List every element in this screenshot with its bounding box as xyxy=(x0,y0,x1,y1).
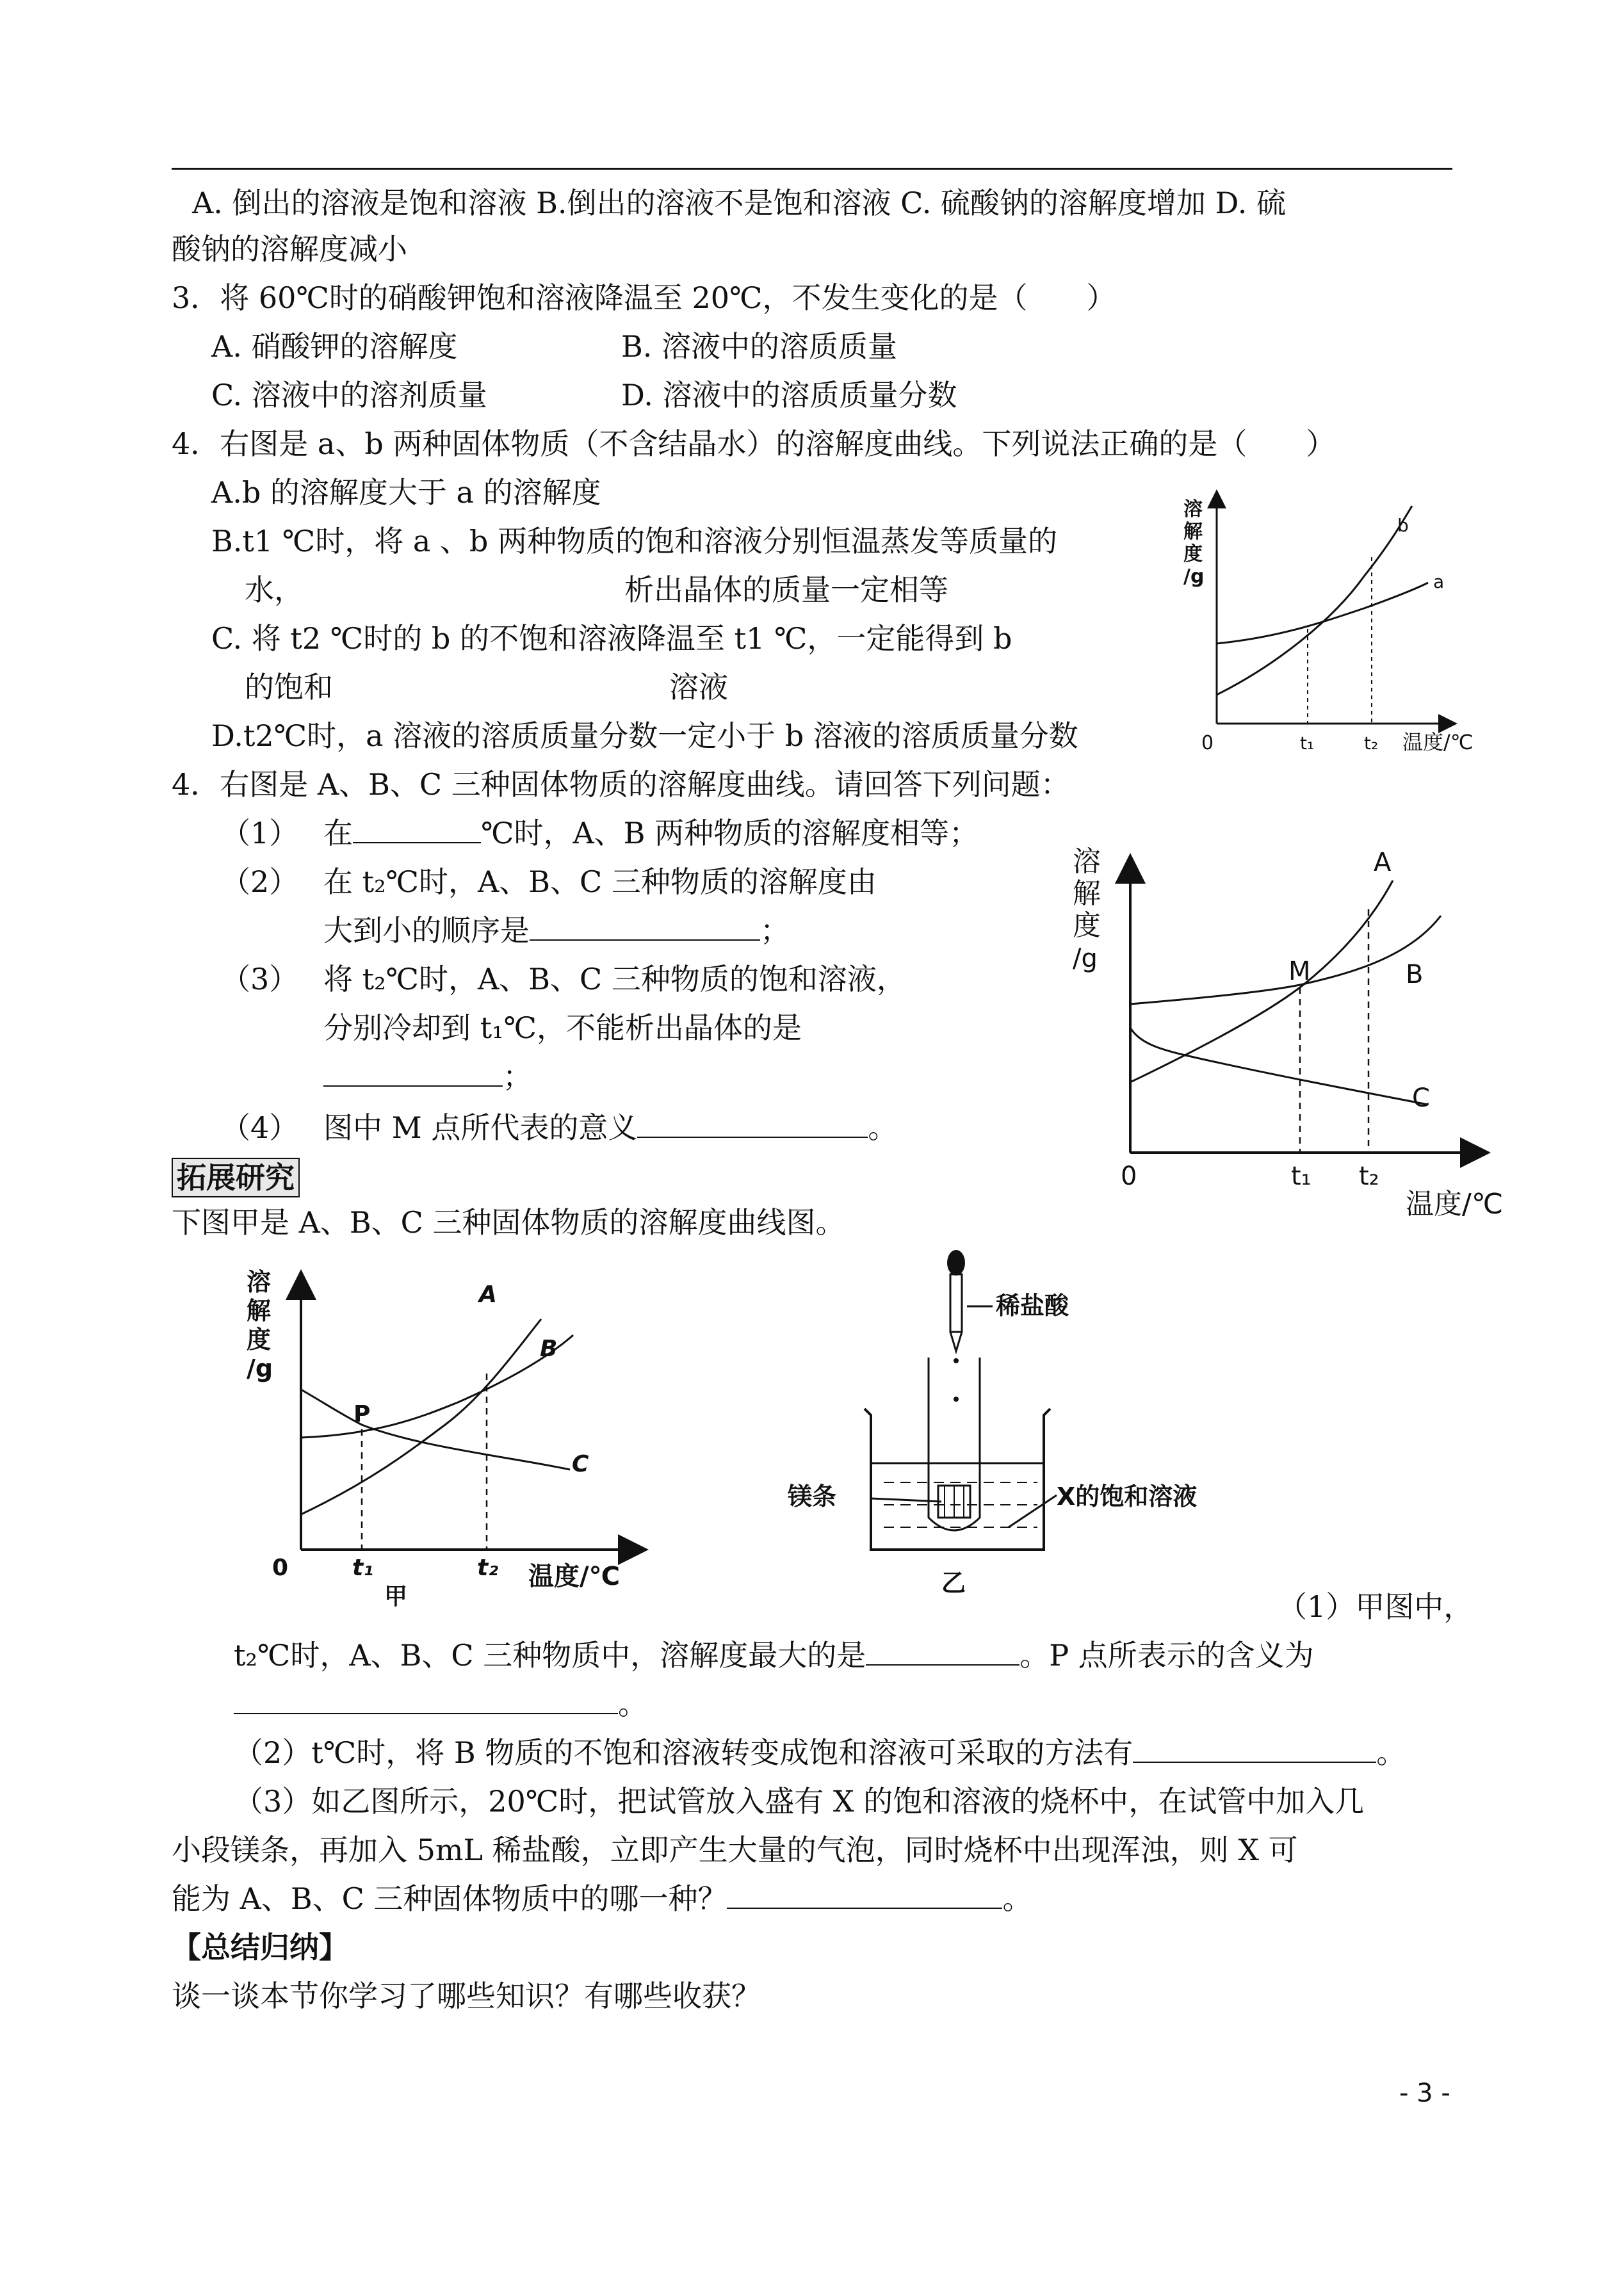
dropper-tip xyxy=(950,1332,962,1351)
ext-q1-answer-blank[interactable] xyxy=(866,1639,1019,1666)
ext-q2-line xyxy=(234,1734,1406,1771)
solution-pointer xyxy=(1009,1495,1057,1527)
chart3-ylabel-2: 解 xyxy=(247,1297,272,1325)
q4a-option-c-line2b: 溶液 xyxy=(669,670,728,704)
q4b-sub1-pre: 在 xyxy=(323,816,353,850)
summary-title: 【总结归纳】 xyxy=(172,1930,348,1965)
chart2-origin: 0 xyxy=(1121,1162,1137,1191)
chart2-label-a: A xyxy=(1374,848,1392,877)
chart3-ylabel-3: 度 xyxy=(247,1326,272,1354)
ext-q1-line2 xyxy=(234,1685,647,1723)
chart3-ylabel-4: /g xyxy=(247,1354,273,1383)
q4b-sub3-text2: 分别冷却到 t₁℃，不能析出晶体的是 xyxy=(323,1010,802,1045)
chart1-t1-label: t₁ xyxy=(1300,733,1315,754)
chart1-ylabel-4: /g xyxy=(1183,565,1205,588)
chart3-t1-label: t₁ xyxy=(352,1555,373,1581)
chart1-curve-a xyxy=(1217,583,1428,644)
ext-q2-answer-blank[interactable] xyxy=(1133,1736,1376,1763)
chart2-t2-label: t₂ xyxy=(1359,1162,1379,1191)
q4b-sub2-number: （2） xyxy=(221,864,299,899)
chart2-ylabel-1: 溶 xyxy=(1073,845,1101,878)
q4b-sub2-prefix: 大到小的顺序是 xyxy=(323,913,530,948)
q4b-sub2-text2 xyxy=(323,912,790,949)
apparatus-caption: 乙 xyxy=(941,1569,966,1597)
q4b-sub1-text xyxy=(323,815,978,852)
ext-q1-end: 。 xyxy=(618,1687,647,1721)
chart3-label-c: C xyxy=(572,1451,589,1477)
q4b-sub4-end: 。 xyxy=(868,1110,898,1145)
q4a-stem: 4．右图是 a、b 两种固体物质（不含结晶水）的溶解度曲线。下列说法正确的是（ ） xyxy=(172,426,1336,461)
q4b-sub1-number: （1） xyxy=(221,816,299,850)
q4b-sub3-end: ； xyxy=(503,1059,532,1094)
q4a-option-b-line1: B.t1 ℃时，将 a 、b 两种物质的饱和溶液分别恒温蒸发等质量的 xyxy=(211,524,1057,558)
q3-option-c: C. 溶液中的溶剂质量 xyxy=(211,378,487,412)
q4b-stem: 4．右图是 A、B、C 三种固体物质的溶解度曲线。请回答下列问题： xyxy=(172,767,1070,802)
section-extension-intro: 下图甲是 A、B、C 三种固体物质的溶解度曲线图。 xyxy=(172,1205,845,1240)
ext-q1-meaning-blank[interactable] xyxy=(234,1687,618,1714)
chart3-t2-label: t₂ xyxy=(477,1555,498,1581)
ext-q3-line2: 小段镁条，再加入 5mL 稀盐酸，立即产生大量的气泡，同时烧杯中出现浑浊，则 X 可 xyxy=(172,1833,1298,1867)
ext-q2-text: （2）t℃时，将 B 物质的不饱和溶液转变成饱和溶液可采取的方法有 xyxy=(234,1735,1133,1770)
chart3-label-b: B xyxy=(540,1336,558,1362)
chart2-xlabel: 温度/℃ xyxy=(1406,1188,1504,1220)
q3-option-a: A. 硝酸钾的溶解度 xyxy=(211,329,458,364)
header-rule xyxy=(172,168,1452,170)
chart3-label-p: P xyxy=(353,1401,371,1427)
acid-label: 稀盐酸 xyxy=(996,1292,1069,1320)
chart3-solubility-curves xyxy=(234,1261,669,1620)
q4b-sub1-post: ℃时，A、B 两种物质的溶解度相等； xyxy=(481,816,979,850)
q4b-sub4-text xyxy=(323,1109,897,1146)
chart1-ylabel-2: 解 xyxy=(1183,521,1203,543)
mg-label: 镁条 xyxy=(788,1482,837,1511)
chart2-ylabel-2: 解 xyxy=(1073,877,1101,910)
chart3-curve-b xyxy=(301,1335,573,1438)
chart1-xlabel: 温度/℃ xyxy=(1402,730,1474,754)
chart1-t2-label: t₂ xyxy=(1364,733,1379,754)
ext-q3-answer-blank[interactable] xyxy=(727,1882,1002,1909)
chart2-ylabel-3: 度 xyxy=(1073,909,1101,942)
ext-q2-end: 。 xyxy=(1376,1735,1406,1770)
section-extension-title: 拓展研究 xyxy=(172,1158,300,1197)
q3-stem: 3．将 60℃时的硝酸钾饱和溶液降温至 20℃，不发生变化的是（ ） xyxy=(172,280,1116,315)
q4b-sub2-answer-blank[interactable] xyxy=(530,914,760,941)
chart2-t1-label: t₁ xyxy=(1291,1162,1311,1191)
q4b-sub1-answer-blank[interactable] xyxy=(353,816,481,843)
ext-q3-text: 能为 A、B、C 三种固体物质中的哪一种？ xyxy=(172,1881,727,1916)
q4a-option-c-line1: C. 将 t2 ℃时的 b 的不饱和溶液降温至 t1 ℃，一定能得到 b xyxy=(211,621,1012,656)
q4a-option-b-line2b: 析出晶体的质量一定相等 xyxy=(624,572,948,607)
solution-label: X的饱和溶液 xyxy=(1057,1482,1198,1511)
chart1-ylabel-1: 溶 xyxy=(1183,498,1203,521)
ext-q3-line1: （3）如乙图所示，20℃时，把试管放入盛有 X 的饱和溶液的烧杯中，在试管中加入几 xyxy=(234,1784,1365,1819)
chart2-solubility-curves xyxy=(1050,839,1511,1223)
chart1-origin: 0 xyxy=(1201,732,1214,754)
ext-q1-mid: 。P 点所表示的含义为 xyxy=(1019,1638,1314,1673)
ext-q3-end: 。 xyxy=(1002,1881,1032,1916)
q4b-sub2-end: ； xyxy=(760,913,790,948)
chart1-solubility-curves xyxy=(1165,487,1498,768)
q4a-option-a: A.b 的溶解度大于 a 的溶解度 xyxy=(211,475,601,510)
apparatus-diagram xyxy=(788,1242,1274,1614)
dropper-body xyxy=(950,1274,962,1332)
chart3-origin: 0 xyxy=(272,1555,289,1581)
chart1-label-a: a xyxy=(1433,571,1445,592)
q4b-sub4-prefix: 图中 M 点所代表的意义 xyxy=(323,1110,638,1145)
ext-q3-line3 xyxy=(172,1880,1032,1917)
chart2-curve-b xyxy=(1130,916,1441,1004)
ext-q1-line xyxy=(234,1637,1314,1674)
chart1-ylabel-3: 度 xyxy=(1183,543,1203,565)
chart3-ylabel-1: 溶 xyxy=(247,1268,272,1296)
chart1-curve-b xyxy=(1217,506,1412,695)
q2-options-line2: 酸钠的溶解度减小 xyxy=(172,232,407,266)
chart2-label-c: C xyxy=(1412,1083,1430,1113)
dropper-bulb xyxy=(947,1250,965,1276)
acid-drop xyxy=(954,1358,959,1363)
chart2-ylabel-4: /g xyxy=(1073,944,1098,973)
chart3-curve-c xyxy=(301,1390,570,1470)
chart2-label-b: B xyxy=(1406,960,1424,989)
q4b-sub3-text1: 将 t₂℃时，A、B、C 三种物质的饱和溶液， xyxy=(323,962,906,996)
mg-pointer xyxy=(871,1498,941,1502)
beaker xyxy=(865,1409,1050,1550)
q3-option-b: B. 溶液中的溶质质量 xyxy=(621,329,898,364)
q4a-option-d: D.t2℃时，a 溶液的溶质质量分数一定小于 b 溶液的溶质质量分数 xyxy=(211,718,1078,753)
summary-prompt: 谈一谈本节你学习了哪些知识？有哪些收获？ xyxy=(172,1979,761,2013)
chart3-label-a: A xyxy=(479,1281,497,1308)
q4b-sub3-answer-blank[interactable] xyxy=(323,1060,503,1087)
acid-drop xyxy=(954,1397,959,1402)
q4b-sub3-number: （3） xyxy=(221,962,299,996)
chart3-xlabel: 温度/℃ xyxy=(528,1562,621,1591)
ext-q1-text: t₂℃时，A、B、C 三种物质中，溶解度最大的是 xyxy=(234,1638,866,1673)
ext-q1-head: （1）甲图中， xyxy=(1278,1589,1474,1624)
chart2-label-m: M xyxy=(1288,957,1311,986)
q3-option-d: D. 溶液中的溶质质量分数 xyxy=(621,378,957,412)
q4a-option-b-line2a: 水， xyxy=(245,572,304,607)
q4a-option-c-line2a: 的饱和 xyxy=(245,670,333,704)
chart2-curve-c xyxy=(1130,1028,1428,1105)
q4b-sub3-answer-line xyxy=(323,1058,532,1095)
q4b-sub2-text1: 在 t₂℃时，A、B、C 三种物质的溶解度由 xyxy=(323,864,877,899)
chart1-label-b: b xyxy=(1397,515,1409,536)
page-number: - 3 - xyxy=(1399,2079,1450,2108)
chart3-caption: 甲 xyxy=(384,1584,408,1610)
q4b-sub4-number: （4） xyxy=(221,1110,299,1145)
q2-options-line1: A. 倒出的溶液是饱和溶液 B.倒出的溶液不是饱和溶液 C. 硫酸钠的溶解度增加 D. 硫 xyxy=(192,186,1287,220)
q4b-sub4-answer-blank[interactable] xyxy=(637,1111,868,1138)
